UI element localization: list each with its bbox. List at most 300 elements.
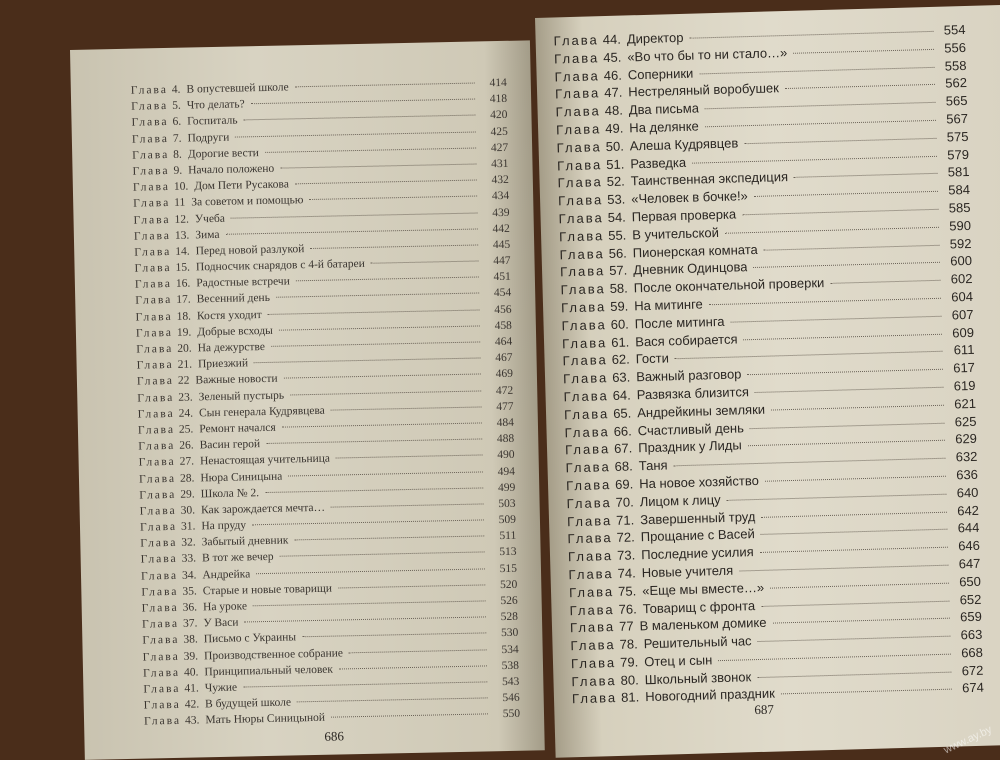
chapter-title: Перед новой разлукой [195,243,305,258]
chapter-number: 6. [172,116,182,129]
dot-leader [760,547,948,553]
chapter-title: На уроке [202,600,248,614]
chapter-number: 12. [174,213,190,226]
dot-leader [309,196,477,201]
chapter-page: 458 [494,319,512,332]
chapter-number: 75. [617,583,637,599]
dot-leader [761,511,947,517]
chapter-word: Глава [140,553,178,567]
chapter-word: Глава [556,156,603,174]
chapter-number: 8. [173,148,182,161]
dot-leader [254,358,481,364]
chapter-title: Мать Нюры Синицыной [205,712,326,727]
chapter-number: 73. [616,547,636,564]
chapter-number: 26. [179,439,194,452]
chapter-word: Глава [570,654,617,672]
chapter-title: Важный разговор [636,366,742,385]
chapter-word: Глава [559,245,605,262]
chapter-number: 61. [610,334,630,350]
chapter-number: 37. [182,617,198,630]
chapter-number: 65. [612,405,632,421]
dot-leader [764,244,940,250]
chapter-page: 562 [945,75,968,91]
right-page [535,5,1000,758]
dot-leader [251,99,475,105]
dot-leader [747,369,943,375]
chapter-page: 556 [944,39,967,56]
chapter-page: 418 [489,93,508,106]
chapter-number: 10. [173,180,189,193]
chapter-page: 456 [494,303,512,316]
chapter-page: 646 [957,537,981,554]
dot-leader [785,84,935,89]
chapter-word: Глава [555,103,601,120]
chapter-number: 34. [181,569,197,582]
chapter-number: 54. [607,209,627,226]
chapter-page: 632 [955,448,978,465]
chapter-word: Глава [569,619,616,636]
dot-leader [761,600,949,606]
dot-leader [295,83,475,88]
dot-leader [731,316,942,323]
chapter-title: Прощание с Васей [640,526,755,545]
chapter-title: В маленьком домике [639,615,767,634]
chapter-page: 647 [958,555,981,572]
dot-leader [331,714,488,718]
chapter-page: 543 [501,675,520,689]
dot-leader [331,503,484,507]
chapter-page: 592 [949,235,972,252]
chapter-number: 70. [615,494,634,510]
dot-leader [725,227,939,234]
chapter-page: 420 [490,109,508,122]
chapter-title: Васин герой [199,438,261,452]
chapter-number: 77 [618,618,634,635]
dot-leader [742,209,938,215]
chapter-word: Глава [562,352,608,369]
dot-leader [338,584,485,588]
dot-leader [675,351,943,359]
chapter-title: Старые и новые товарищи [202,582,333,598]
chapter-word: Глава [132,181,171,194]
chapter-title: Дневник Одинцова [633,259,748,278]
chapter-word: Глава [142,650,180,664]
chapter-number: 19. [176,326,192,339]
chapter-word: Глава [133,213,171,227]
chapter-number: 33. [181,552,197,566]
chapter-title: Забытый дневник [201,534,289,549]
chapter-number: 51. [606,156,625,172]
chapter-number: 5. [172,99,181,113]
chapter-page: 650 [958,573,982,590]
chapter-page: 652 [959,591,982,607]
chapter-page: 451 [493,271,511,284]
chapter-word: Глава [142,666,181,680]
chapter-word: Глава [554,67,600,85]
dot-leader [705,102,936,109]
chapter-title: Директор [626,29,684,47]
chapter-page: 609 [952,324,975,341]
chapter-title: Важные новости [195,373,278,387]
chapter-page: 546 [502,691,520,705]
chapter-page: 528 [500,610,519,624]
chapter-number: 81. [620,689,640,706]
chapter-word: Глава [561,316,607,334]
chapter-page: 538 [501,659,520,672]
dot-leader [794,173,938,178]
chapter-page: 414 [489,76,507,90]
dot-leader [244,617,486,623]
chapter-title: Приезжий [197,357,249,371]
chapter-word: Глава [563,388,609,405]
chapter-number: 18. [176,310,192,323]
chapter-word: Глава [143,682,181,696]
chapter-word: Глава [570,637,616,654]
chapter-title: Решительный час [643,633,752,652]
dot-leader [284,374,481,379]
chapter-word: Глава [567,548,614,565]
chapter-word: Глава [566,512,613,529]
chapter-title: Производственное собрание [203,646,344,662]
dot-leader [256,568,485,574]
chapter-word: Глава [141,618,180,631]
chapter-word: Глава [137,407,175,421]
dot-leader [243,681,487,687]
chapter-title: На дежурстве [197,340,266,355]
dot-leader [265,487,483,493]
dot-leader [331,406,482,410]
dot-leader [339,665,487,669]
chapter-word: Глава [131,132,170,146]
chapter-title: Лицом к лицу [639,491,721,509]
chapter-number: 63. [611,369,631,386]
chapter-number: 52. [606,173,626,190]
chapter-title: Госпиталь [187,114,238,128]
chapter-word: Глава [565,459,611,476]
chapter-number: 60. [610,316,629,332]
chapter-number: 24. [178,407,194,420]
chapter-number: 41. [184,682,199,695]
chapter-word: Глава [553,32,599,49]
chapter-word: Глава [133,197,171,211]
chapter-number: 20. [177,342,192,355]
chapter-number: 44. [602,31,622,48]
chapter-number: 71. [615,511,635,528]
chapter-title: Что делать? [186,98,245,112]
chapter-page: 584 [948,182,971,198]
dot-leader [336,455,483,459]
chapter-number: 62. [611,351,630,368]
chapter-page: 490 [497,449,515,462]
chapter-title: На делянке [629,118,699,136]
chapter-word: Глава [557,192,604,209]
dot-leader [349,649,487,653]
chapter-page: 663 [960,626,983,643]
dot-leader [674,458,946,467]
chapter-page: 575 [946,128,969,145]
chapter-number: 14. [175,245,190,258]
chapter-title: Зеленый пустырь [198,389,285,403]
chapter-title: На пруду [201,519,247,533]
chapter-title: Счастливый день [637,419,745,438]
chapter-number: 45. [603,49,622,65]
chapter-title: У Васи [203,616,239,630]
dot-leader [279,325,480,330]
chapter-title: Андрейкины земляки [637,401,766,421]
chapter-title: Последние усилия [641,544,754,563]
dot-leader [772,618,949,624]
chapter-title: На митинге [634,296,703,314]
dot-leader [276,293,479,298]
dot-leader [692,155,937,163]
chapter-page: 579 [947,146,970,163]
dot-leader [271,341,480,346]
chapter-title: Письмо с Украины [203,631,297,646]
chapter-word: Глава [133,229,172,243]
chapter-title: В учительской [632,224,720,243]
chapter-title: Школьный звонок [644,668,752,687]
dot-leader [302,633,486,638]
chapter-word: Глава [563,405,610,423]
dot-leader [761,529,948,535]
chapter-page: 513 [499,546,517,559]
chapter-page: 439 [492,206,510,219]
chapter-number: 9. [173,164,183,177]
chapter-title: Костя уходит [196,308,262,323]
chapter-number: 69. [614,476,634,492]
chapter-word: Глава [139,520,178,534]
chapter-number: 39. [183,650,199,663]
chapter-page: 565 [945,93,968,109]
chapter-page: 469 [495,368,514,381]
chapter-title: Школа № 2. [200,486,260,501]
dot-leader [699,66,934,74]
chapter-page: 526 [500,594,518,608]
page-number-left: 686 [324,728,345,744]
dot-leader [265,147,476,152]
chapter-title: Разведка [630,154,687,171]
chapter-number: 49. [605,120,624,137]
chapter-word: Глава [561,334,608,351]
chapter-number: 38. [183,633,198,647]
chapter-word: Глава [556,138,602,156]
dot-leader [282,422,482,427]
dot-leader [268,309,480,314]
dot-leader [231,212,478,218]
chapter-number: 66. [613,422,632,439]
chapter-page: 494 [497,465,516,478]
chapter-number: 16. [175,277,191,291]
dot-leader [689,31,933,39]
dot-leader [754,191,938,197]
dot-leader [748,440,945,447]
chapter-number: 56. [608,245,627,261]
chapter-title: После окончательной проверки [633,275,825,296]
chapter-page: 427 [490,141,509,154]
dot-leader [757,671,951,677]
chapter-word: Глава [571,672,617,689]
chapter-word: Глава [554,85,601,102]
chapter-title: После митинга [634,313,725,332]
chapter-word: Глава [566,494,612,512]
chapter-word: Глава [568,565,614,583]
chapter-title: Ненастоящая учительница [199,452,331,468]
chapter-word: Глава [564,423,610,440]
chapter-title: «Человек в бочке!» [631,188,748,207]
chapter-word: Глава [137,423,176,437]
chapter-page: 447 [493,254,511,268]
chapter-page: 642 [957,502,980,518]
chapter-title: Праздник у Лиды [638,437,742,456]
chapter-number: 35. [182,585,197,598]
dot-leader [750,422,945,428]
chapter-number: 28. [179,471,195,485]
chapter-page: 600 [950,253,973,269]
chapter-word: Глава [562,370,609,387]
chapter-number: 72. [616,529,635,546]
dot-leader [295,180,477,185]
chapter-number: 78. [619,636,638,652]
chapter-word: Глава [132,164,170,178]
chapter-page: 611 [953,342,975,358]
chapter-page: 454 [493,287,512,300]
dot-leader [830,280,940,284]
chapter-page: 432 [491,173,509,187]
chapter-title: Нюра Синицына [200,470,283,484]
page-number-right: 687 [754,701,775,718]
left-page [70,40,545,759]
chapter-page: 515 [499,562,518,575]
chapter-page: 530 [500,627,519,640]
chapter-page: 509 [498,513,517,527]
chapter-word: Глава [139,488,177,502]
chapter-word: Глава [568,583,615,600]
chapter-page: 602 [950,271,973,287]
dot-leader [758,636,951,642]
chapter-title: Весенний день [196,292,271,306]
chapter-title: Как зарождается мечта… [200,501,326,517]
chapter-page: 477 [496,400,514,413]
chapter-number: 29. [180,488,195,501]
dot-leader [709,298,941,305]
chapter-title: Зима [195,228,220,242]
dot-leader [743,333,941,340]
chapter-number: 31. [180,520,196,533]
toc-list-left [131,77,520,732]
dot-leader [781,689,952,695]
chapter-number: 4. [171,83,181,96]
chapter-word: Глава [571,690,618,707]
chapter-number: 79. [619,654,639,670]
chapter-title: Отец и сын [644,652,713,670]
chapter-word: Глава [141,601,179,615]
chapter-title: Гости [635,350,670,367]
chapter-number: 47. [604,84,623,101]
chapter-title: Вася собирается [635,331,738,349]
chapter-word: Глава [138,472,177,486]
watermark: www.ay.by [942,723,995,757]
chapter-title: Завершенный труд [640,508,756,527]
chapter-page: 425 [490,125,508,138]
chapter-word: Глава [135,326,174,340]
chapter-page: 442 [492,222,510,235]
chapter-word: Глава [141,585,179,599]
chapter-title: На новое хозяйство [639,472,760,492]
chapter-number: 46. [603,67,623,83]
chapter-number: 50. [605,138,625,154]
chapter-title: Радостные встречи [196,275,290,290]
dot-leader [771,404,944,410]
chapter-title: В будущей школе [205,696,292,711]
chapter-page: 629 [955,431,978,447]
dot-leader [290,390,481,395]
chapter-word: Глава [143,698,181,712]
chapter-number: 15. [175,261,191,274]
chapter-number: 27. [179,455,195,469]
chapter-word: Глава [137,391,175,405]
chapter-word: Глава [140,569,179,583]
chapter-page: 431 [491,157,509,171]
chapter-number: 68. [614,458,633,475]
chapter-word: Глава [557,174,603,191]
chapter-word: Глава [136,375,175,389]
chapter-page: 672 [961,662,984,679]
chapter-title: Андрейка [202,567,251,581]
chapter-word: Глава [139,504,177,518]
chapter-page: 567 [946,110,969,127]
chapter-word: Глава [131,116,169,130]
chapter-page: 659 [959,609,983,625]
dot-leader [310,244,478,249]
dot-leader [280,163,476,168]
chapter-word: Глава [553,50,600,67]
chapter-page: 674 [961,680,985,696]
chapter-word: Глава [565,476,612,494]
dot-leader [765,476,946,482]
chapter-page: 472 [495,384,514,397]
chapter-word: Глава [564,441,611,458]
chapter-number: 64. [612,387,631,403]
chapter-word: Глава [560,281,606,298]
dot-leader [296,277,479,282]
chapter-number: 22 [177,374,190,388]
chapter-number: 59. [609,298,629,314]
chapter-page: 499 [497,481,516,494]
chapter-page: 484 [496,416,515,430]
chapter-title: Добрые всходы [197,324,273,339]
dot-leader [793,49,934,54]
chapter-number: 53. [607,191,626,208]
chapter-title: Соперники [627,65,694,83]
chapter-page: 558 [944,57,967,74]
dot-leader [739,565,948,572]
chapter-title: Дом Пети Русакова [194,178,290,193]
chapter-title: Сын генерала Кудрявцева [198,404,325,420]
chapter-word: Глава [558,210,604,227]
dot-leader [753,262,940,268]
chapter-word: Глава [555,121,602,138]
chapter-title: Чужие [204,681,238,695]
dot-leader [718,654,951,661]
dot-leader [297,698,488,703]
chapter-word: Глава [558,227,605,245]
chapter-page: 621 [954,395,977,412]
chapter-title: «Еще мы вместе…» [642,579,765,598]
chapter-number: 36. [182,601,198,614]
chapter-number: 55. [608,227,627,243]
dot-leader [225,228,477,234]
chapter-word: Глава [560,299,607,316]
